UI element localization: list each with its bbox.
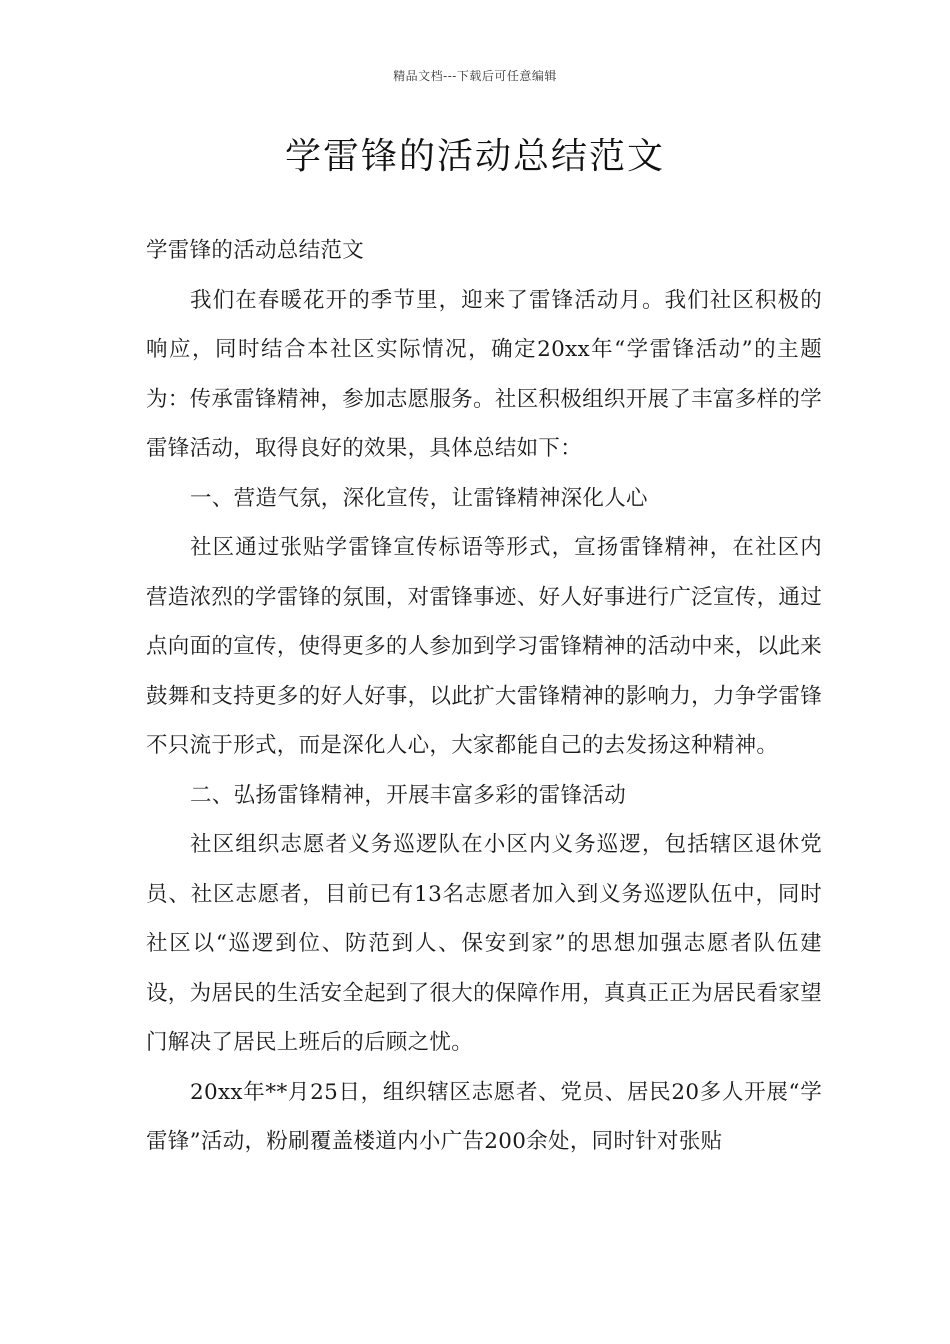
paragraph: 20xx年**月25日，组织辖区志愿者、党员、居民20多人开展“学雷锋”活动，粉刷覆盖楼道内小广告200余处，同时针对张贴 xyxy=(146,1079,822,1154)
document-body xyxy=(146,226,822,1167)
paragraph: 社区组织志愿者义务巡逻队在小区内义务巡逻，包括辖区退休党员、社区志愿者，目前已有13名志愿者加入到义务巡逻队伍中，同时社区以“巡逻到位、防范到人、保安到家”的思想加强志愿者队伍建设，为居民的生活安全起到了很大的保障作用，真真正正为居民看家望门解决了居民上班后的后顾之忧。 xyxy=(146,832,822,1055)
paragraph: 社区通过张贴学雷锋宣传标语等形式，宣扬雷锋精神，在社区内营造浓烈的学雷锋的氛围，对雷锋事迹、好人好事进行广泛宣传，通过点向面的宣传，使得更多的人参加到学习雷锋精神的活动中来，以此来鼓舞和支持更多的好人好事，以此扩大雷锋精神的影响力，力争学雷锋不只流于形式，而是深化人心，大家都能自己的去发扬这种精神。 xyxy=(146,535,822,758)
paragraph: 学雷锋的活动总结范文 xyxy=(146,238,365,263)
section-heading: 二、弘扬雷锋精神，开展丰富多彩的雷锋活动 xyxy=(190,782,627,808)
header-note: 精品文档---下载后可任意编辑 xyxy=(393,69,557,83)
section-heading: 一、营造气氛，深化宣传，让雷锋精神深化人心 xyxy=(190,485,648,511)
document-title: 学雷锋的活动总结范文 xyxy=(284,136,665,177)
paragraph: 我们在春暖花开的季节里，迎来了雷锋活动月。我们社区积极的响应，同时结合本社区实际情况，确定20xx年“学雷锋活动”的主题为：传承雷锋精神，参加志愿服务。社区积极组织开展了丰富多样的学雷锋活动，取得良好的效果，具体总结如下： xyxy=(146,287,822,461)
